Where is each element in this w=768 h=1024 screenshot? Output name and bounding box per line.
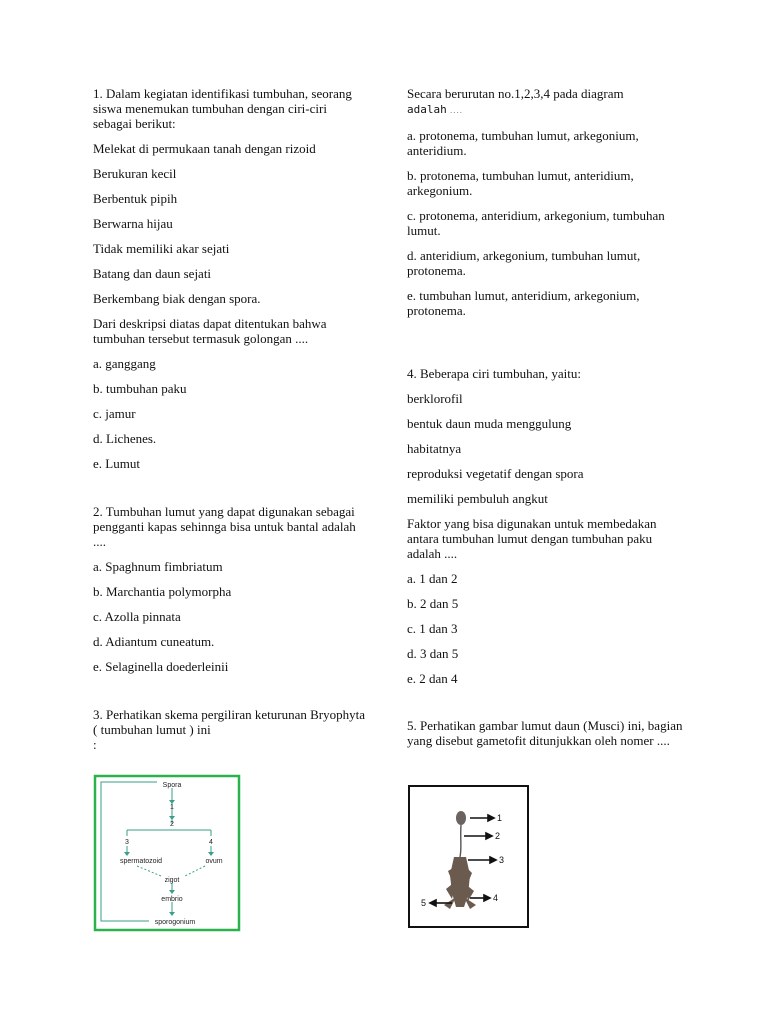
q1-trait: Berukuran kecil	[93, 166, 177, 181]
q3-colon: :	[93, 737, 97, 752]
q4-question: Faktor yang bisa digunakan untuk membedakan antara tumbuhan lumut dengan tumbuhan paku adalah ....	[407, 516, 657, 561]
q3-option-b: b. protonema, tumbuhan lumut, anteridium, arkegonium.	[407, 168, 634, 198]
q1-option-a: a. ganggang	[93, 356, 156, 371]
cycle-loop-line	[101, 782, 157, 921]
q1-trait: Batang dan daun sejati	[93, 266, 212, 281]
q3-cont-dots: ....	[450, 105, 463, 115]
q4-trait: habitatnya	[407, 441, 462, 456]
q1-trait: Berkembang biak dengan spora.	[93, 291, 261, 306]
diagram-sporogonium: sporogonium	[154, 919, 196, 926]
q4-option-a: a. 1 dan 2	[407, 571, 458, 586]
q1-trait: Tidak memiliki akar sejati	[93, 241, 230, 256]
q4-trait: bentuk daun muda menggulung	[407, 416, 572, 431]
q3-option-d: d. anteridium, arkegonium, tumbuhan lumut, protonema.	[407, 248, 641, 278]
q4-stem: 4. Beberapa ciri tumbuhan, yaitu:	[407, 366, 582, 381]
diagram-frame	[95, 776, 239, 930]
diagram-zigot: zigot	[164, 877, 180, 884]
q4-option-d: d. 3 dan 5	[407, 646, 459, 661]
q2-option-e: e. Selaginella doederleinii	[93, 659, 229, 674]
q3-continuation-stem	[407, 86, 689, 118]
q2-option-c: c. Azolla pinnata	[93, 609, 181, 624]
q4-trait: berklorofil	[407, 391, 463, 406]
moss-label-3: 3	[499, 855, 505, 865]
q1-stem: 1. Dalam kegiatan identifikasi tumbuhan, seorang siswa menemukan tumbuhan dengan ciri-ciri sebagai berikut:	[93, 86, 352, 131]
left-column	[93, 86, 368, 762]
q3-option-c: c. protonema, anteridium, arkegonium, tumbuhan lumut.	[407, 208, 665, 238]
q2-option-b: b. Marchantia polymorpha	[93, 584, 232, 599]
q3-stem: 3. Perhatikan skema pergiliran keturunan Bryophyta ( tumbuhan lumut ) ini	[93, 707, 365, 737]
q4-option-e: e. 2 dan 4	[407, 671, 458, 686]
q1-trait: Berbentuk pipih	[93, 191, 178, 206]
moss-seta	[460, 825, 461, 857]
moss-label-4: 4	[493, 893, 499, 903]
q4-trait: reproduksi vegetatif dengan spora	[407, 466, 584, 481]
moss-picture	[408, 785, 529, 928]
q2-option-d: d. Adiantum cuneatum.	[93, 634, 215, 649]
q3-option-e: e. tumbuhan lumut, anteridium, arkegonium, protonema.	[407, 288, 640, 318]
q1-option-e: e. Lumut	[93, 456, 140, 471]
q2-option-a: a. Spaghnum fimbriatum	[93, 559, 223, 574]
diagram-label-2: 2	[170, 821, 174, 828]
diagram-label-4: 4	[209, 839, 213, 846]
q3-cont-text: Secara berurutan no.1,2,3,4 pada diagram	[407, 86, 624, 101]
diagram-embrio: embrio	[161, 896, 183, 903]
diagram-spora: Spora	[162, 782, 182, 789]
moss-label-5: 5	[421, 898, 427, 908]
q4-option-b: b. 2 dan 5	[407, 596, 459, 611]
moss-label-2: 2	[495, 831, 501, 841]
q1-trait: Melekat di permukaan tanah dengan rizoid	[93, 141, 316, 156]
diagram-label-1: 1	[170, 804, 174, 811]
q4-option-c: c. 1 dan 3	[407, 621, 458, 636]
bryophyta-cycle-diagram	[93, 774, 241, 932]
q1-question: Dari deskripsi diatas dapat ditentukan bahwa tumbuhan tersebut termasuk golongan ....	[93, 316, 327, 346]
diagram-label-3: 3	[125, 839, 129, 846]
q1-option-c: c. jamur	[93, 406, 136, 421]
moss-capsule	[456, 811, 466, 825]
moss-label-1: 1	[497, 813, 503, 823]
q1-option-b: b. tumbuhan paku	[93, 381, 187, 396]
q2-stem: 2. Tumbuhan lumut yang dapat digunakan sebagai pengganti kapas sehinnga bisa untuk bantal adalah ....	[93, 504, 356, 549]
q5-stem: 5. Perhatikan gambar lumut daun (Musci) ini, bagian yang disebut gametofit ditunjukkan oleh nomer ....	[407, 718, 683, 748]
diagram-spermatozoid: spermatozoid	[119, 858, 163, 865]
q1-trait: Berwarna hijau	[93, 216, 173, 231]
diagram-ovum: ovum	[205, 858, 223, 865]
q4-trait: memiliki pembuluh angkut	[407, 491, 548, 506]
right-column	[407, 86, 689, 758]
q1-option-d: d. Lichenes.	[93, 431, 157, 446]
q3-cont-adalah: adalah	[407, 103, 447, 116]
q3-option-a: a. protonema, tumbuhan lumut, arkegonium, anteridium.	[407, 128, 639, 158]
